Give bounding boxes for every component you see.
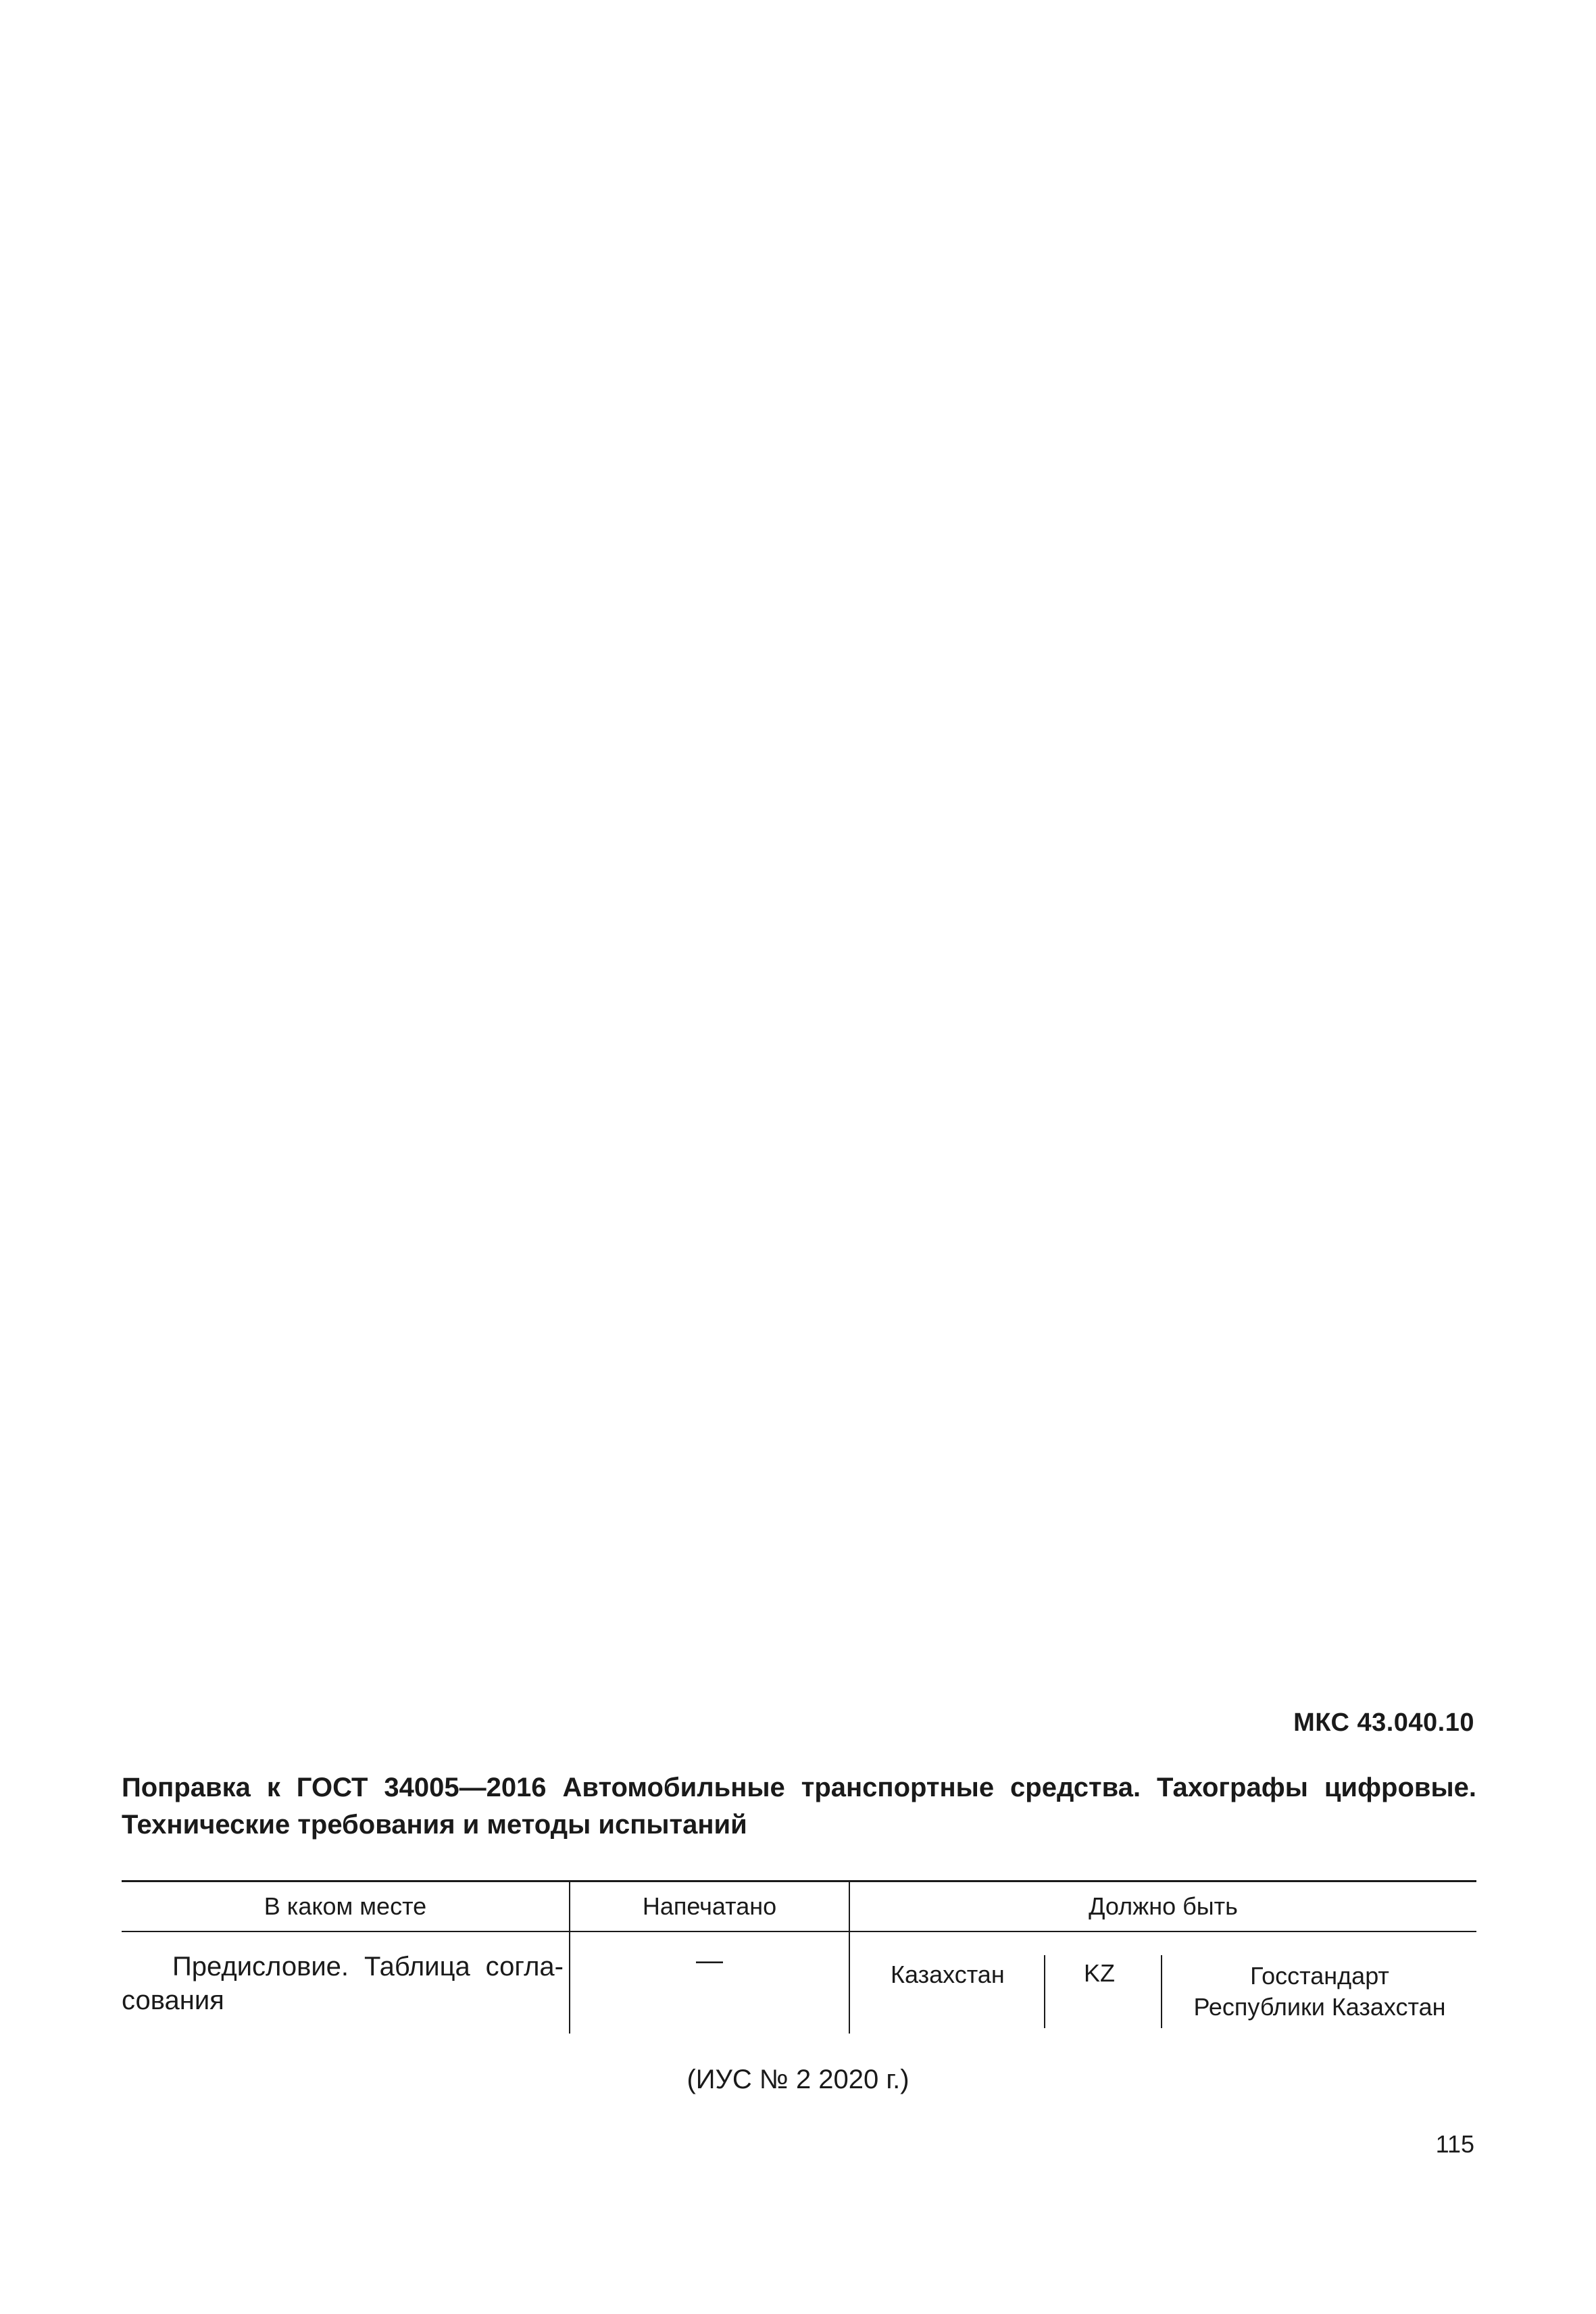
cell-printed [570,1931,849,2034]
country-code: KZ [1084,1959,1116,1987]
ius-reference: (ИУС № 2 2020 г.) [687,2065,909,2094]
amendment-title-line-1: Поправка к ГОСТ 34005—2016 Автомобильные транспортные средства. Тахографы цифровые. [122,1773,1476,1802]
place-text: Предисловие. Таблица согла-сования [122,1952,564,2015]
corrections-table [122,1880,1476,2034]
header-printed: Напечатано [570,1881,849,1932]
amendment-title [122,1769,1476,1844]
country-name: Казахстан [891,1961,1005,1988]
mks-code: МКС 43.040.10 [1293,1708,1474,1737]
organization-line-1: Госстандарт [1250,1962,1389,1990]
cell-should-be [849,1931,1476,2034]
column-divider [1044,1955,1045,2028]
organization-line-2: Республики Казахстан [1193,1993,1446,2021]
cell-place [122,1931,570,2034]
printed-text: — [696,1946,723,1975]
header-place: В каком месте [122,1881,570,1932]
column-divider [1161,1955,1162,2028]
organization-name [1178,1961,1462,2023]
table-row [122,1931,1476,2034]
header-should-be: Должно быть [849,1881,1476,1932]
table-header-row [122,1881,1476,1932]
amendment-title-line-2: Технические требования и методы испытаний [122,1810,747,1840]
page-number: 115 [1435,2130,1474,2158]
